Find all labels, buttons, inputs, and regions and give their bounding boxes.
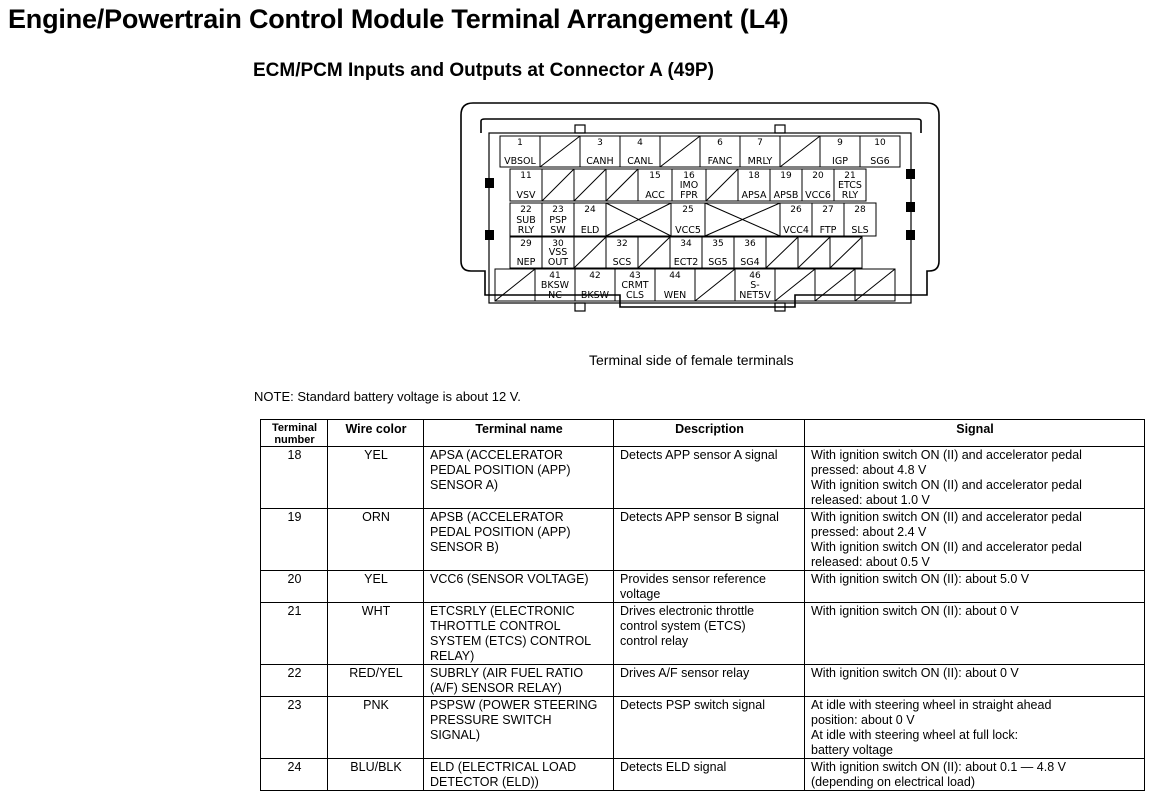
signal-cell: With ignition switch ON (II): about 0.1 — 4.8 V (depending on electrical load) [805,759,1145,791]
terminal-signal-label: ACC [645,190,665,201]
terminal-34 [670,237,702,268]
description-cell: Detects PSP switch signal [614,697,805,759]
terminal-signal-label: NET5V [739,290,771,301]
terminal-unused [766,237,798,268]
terminal-44 [655,269,695,301]
terminal-signal-label: SCS [612,257,632,268]
table-row [261,571,1145,603]
terminal-signal-label: APSB [773,190,799,201]
terminal-unused [574,169,606,201]
terminal-29 [510,237,542,268]
terminal-signal-label: PSP [549,215,567,226]
terminal-signal-label: WEN [663,290,687,301]
terminal-number-label: 9 [837,138,843,148]
table-row [261,665,1145,697]
terminal-signal-label: VSS [548,247,568,258]
terminal-18 [738,169,770,201]
signal-cell: With ignition switch ON (II): about 0 V [805,665,1145,697]
terminal-number-label: 3 [597,138,603,148]
table-row [261,759,1145,791]
terminal-6 [700,136,740,167]
terminal-unused [815,269,855,301]
terminal-36 [734,237,766,268]
terminal-signal-label: FTP [819,225,837,236]
terminal-signal-label: OUT [547,257,569,268]
table-row [261,447,1145,509]
terminal-signal-label: SW [550,225,566,236]
voltage-note: NOTE: Standard battery voltage is about 12 V. [254,389,521,404]
description-cell: Detects ELD signal [614,759,805,791]
terminal-number-label: 43 [629,271,641,281]
terminal-number-cell: 20 [261,571,328,603]
description-cell: Detects APP sensor A signal [614,447,805,509]
terminal-number-label: 30 [552,239,564,249]
header-description: Description [614,420,805,447]
section-title: ECM/PCM Inputs and Outputs at Connector A (49P) [253,60,714,81]
signal-cell: With ignition switch ON (II) and accelerator pedal pressed: about 2.4 V With ignition switch ON (II) and accelerator pedal released: about 0.5 V [805,509,1145,571]
terminal-number-label: 44 [669,271,681,281]
terminal-number-label: 25 [682,205,694,215]
terminal-3 [580,136,620,167]
terminal-number-label: 11 [520,171,532,181]
wire-color-cell: PNK [328,697,424,759]
terminal-number-label: 32 [616,239,628,249]
terminal-4 [620,136,660,167]
terminal-number-cell: 24 [261,759,328,791]
terminal-unused [540,136,580,167]
terminal-number-label: 24 [584,205,596,215]
connector-terminals [495,136,900,301]
terminal-signal-label: APSA [741,190,767,201]
terminal-signal-label: ETCS [838,180,862,191]
terminal-signal-label: MRLY [747,156,773,167]
wire-color-cell: ORN [328,509,424,571]
terminal-signal-label: VCC5 [675,225,701,236]
terminal-27 [812,203,844,236]
terminal-signal-label: IMO [679,180,699,191]
terminal-unused [695,269,735,301]
terminal-25 [671,203,705,236]
terminal-signal-label: IGP [832,156,848,167]
table-body [261,447,1145,791]
terminal-signal-label: NC [548,290,562,301]
terminal-number-label: 7 [757,138,763,148]
terminal-name-cell: ELD (ELECTRICAL LOAD DETECTOR (ELD)) [424,759,614,791]
terminal-name-cell: ETCSRLY (ELECTRONIC THROTTLE CONTROL SYSTEM (ETCS) CONTROL RELAY) [424,603,614,665]
terminal-21 [834,169,866,201]
terminal-20 [802,169,834,201]
terminal-signal-label: CRMT [621,280,649,291]
terminal-number-label: 41 [549,271,561,281]
terminal-number-label: 29 [520,239,532,249]
page-title: Engine/Powertrain Control Module Terminal Arrangement (L4) [8,4,789,34]
description-cell: Drives electronic throttle control system (ETCS) control relay [614,603,805,665]
terminal-unused [660,136,700,167]
terminal-number-label: 34 [680,239,692,249]
table-row [261,697,1145,759]
terminal-7 [740,136,780,167]
terminal-unused [705,203,780,236]
terminal-unused [606,203,671,236]
terminal-number-label: 36 [744,239,756,249]
terminal-number-label: 21 [844,171,856,181]
terminal-23 [542,203,574,236]
terminal-unused [830,237,862,268]
terminal-number-label: 46 [749,271,761,281]
terminal-signal-label: VCC6 [805,190,831,201]
terminal-signal-label: ELD [580,225,600,236]
terminal-46 [735,269,775,301]
terminal-signal-label: VBSOL [504,156,536,167]
terminal-signal-label: RLY [841,190,859,201]
terminal-signal-label: SLS [851,225,869,236]
terminal-unused [542,169,574,201]
terminal-number-label: 23 [552,205,564,215]
terminal-43 [615,269,655,301]
terminal-unused [495,269,535,301]
terminal-number-label: 20 [812,171,824,181]
header-signal: Signal [805,420,1145,447]
terminal-9 [820,136,860,167]
terminal-28 [844,203,876,236]
terminal-table [260,419,1145,791]
description-cell: Detects APP sensor B signal [614,509,805,571]
terminal-signal-label: BKSW [540,280,570,291]
terminal-41 [535,269,575,301]
terminal-signal-label: CANL [627,156,653,167]
terminal-number-label: 26 [790,205,802,215]
terminal-number-cell: 22 [261,665,328,697]
terminal-number-label: 27 [822,205,834,215]
terminal-unused [574,237,606,268]
terminal-signal-label: CLS [626,290,644,301]
terminal-32 [606,237,638,268]
terminal-11 [510,169,542,201]
terminal-35 [702,237,734,268]
wire-color-cell: BLU/BLK [328,759,424,791]
terminal-number-label: 6 [717,138,723,148]
diagram-caption: Terminal side of female terminals [589,352,794,368]
header-terminal-name: Terminal name [424,420,614,447]
terminal-number-cell: 23 [261,697,328,759]
terminal-name-cell: PSPSW (POWER STEERING PRESSURE SWITCH SIGNAL) [424,697,614,759]
signal-cell: With ignition switch ON (II): about 5.0 V [805,571,1145,603]
terminal-name-cell: APSA (ACCELERATOR PEDAL POSITION (APP) SENSOR A) [424,447,614,509]
terminal-number-label: 35 [712,239,724,249]
terminal-signal-label: SG6 [870,156,890,167]
signal-cell: With ignition switch ON (II) and accelerator pedal pressed: about 4.8 V With ignition switch ON (II) and accelerator pedal released: about 1.0 V [805,447,1145,509]
terminal-signal-label: S- [750,280,760,291]
terminal-24 [574,203,606,236]
table-header-row [261,420,1145,447]
terminal-number-label: 16 [683,171,695,181]
terminal-signal-label: SG4 [740,257,760,268]
terminal-signal-label: SG5 [708,257,728,268]
terminal-16 [672,169,706,201]
terminal-name-cell: SUBRLY (AIR FUEL RATIO (A/F) SENSOR RELAY) [424,665,614,697]
terminal-19 [770,169,802,201]
table-row [261,603,1145,665]
terminal-unused [855,269,895,301]
terminal-signal-label: VSV [516,190,536,201]
terminal-number-label: 42 [589,271,601,281]
terminal-30 [542,237,574,268]
terminal-number-label: 22 [520,205,532,215]
terminal-number-label: 10 [874,138,886,148]
terminal-unused [780,136,820,167]
terminal-unused [606,169,638,201]
terminal-signal-label: NEP [516,257,536,268]
terminal-number-label: 28 [854,205,866,215]
terminal-26 [780,203,812,236]
terminal-number-label: 18 [748,171,760,181]
terminal-15 [638,169,672,201]
terminal-signal-label: FANC [707,156,733,167]
terminal-signal-label: FPR [680,190,698,201]
connector-housing [461,103,939,311]
terminal-number-cell: 18 [261,447,328,509]
wire-color-cell: RED/YEL [328,665,424,697]
signal-cell: At idle with steering wheel in straight ahead position: about 0 V At idle with steering wheel at full lock: battery voltage [805,697,1145,759]
description-cell: Drives A/F sensor relay [614,665,805,697]
terminal-1 [500,136,540,167]
terminal-number-cell: 21 [261,603,328,665]
header-terminal-number: Terminal number [261,420,328,447]
header-wire-color: Wire color [328,420,424,447]
connector-diagram [455,95,945,325]
terminal-name-cell: VCC6 (SENSOR VOLTAGE) [424,571,614,603]
terminal-signal-label: ECT2 [673,257,699,268]
table-row [261,509,1145,571]
terminal-signal-label: CANH [586,156,614,167]
terminal-signal-label: RLY [517,225,535,236]
terminal-42 [575,269,615,301]
description-cell: Provides sensor reference voltage [614,571,805,603]
wire-color-cell: WHT [328,603,424,665]
terminal-10 [860,136,900,167]
terminal-number-label: 1 [517,138,523,148]
terminal-signal-label: VCC4 [783,225,809,236]
terminal-unused [706,169,738,201]
terminal-unused [638,237,670,268]
signal-cell: With ignition switch ON (II): about 0 V [805,603,1145,665]
terminal-number-label: 19 [780,171,792,181]
terminal-22 [510,203,542,236]
terminal-unused [798,237,830,268]
terminal-number-label: 15 [649,171,661,181]
wire-color-cell: YEL [328,447,424,509]
terminal-name-cell: APSB (ACCELERATOR PEDAL POSITION (APP) SENSOR B) [424,509,614,571]
wire-color-cell: YEL [328,571,424,603]
terminal-signal-label: SUB [516,215,536,226]
terminal-number-label: 4 [637,138,643,148]
terminal-signal-label: BKSW [580,290,610,301]
terminal-number-cell: 19 [261,509,328,571]
